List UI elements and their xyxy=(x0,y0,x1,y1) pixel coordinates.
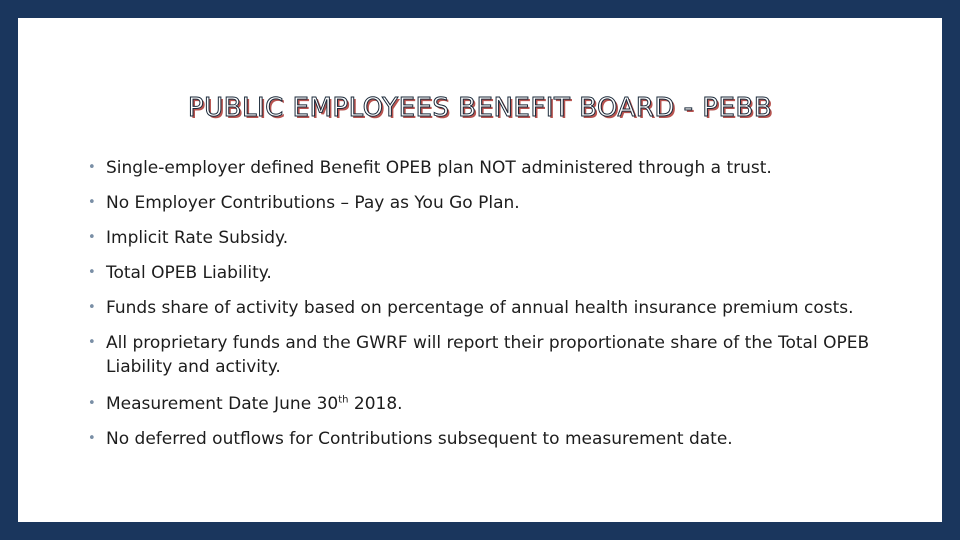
slide xyxy=(18,18,942,522)
bullet-dot-icon: • xyxy=(88,265,96,280)
bullet-item xyxy=(88,331,918,379)
measurement-date-text: Measurement Date June 30 xyxy=(106,394,339,414)
bullet-item xyxy=(88,296,918,320)
bullet-text xyxy=(106,394,403,414)
bullet-text: No deferred outflows for Contributions subsequent to measurement date. xyxy=(106,429,733,449)
bullet-dot-icon: • xyxy=(88,300,96,315)
slide-title: PUBLIC EMPLOYEES BENEFIT BOARD - PEBB xyxy=(187,93,773,123)
bullet-dot-icon: • xyxy=(88,431,96,446)
bullet-text: All proprietary funds and the GWRF will report their proportionate share of the Total OPEB Liability and activity. xyxy=(106,333,870,377)
bullet-item xyxy=(88,392,918,416)
bullet-item xyxy=(88,427,918,451)
bullet-dot-icon: • xyxy=(88,335,96,350)
bullet-text: Funds share of activity based on percentage of annual health insurance premium costs. xyxy=(106,298,854,318)
bullet-text: No Employer Contributions – Pay as You Go Plan. xyxy=(106,193,520,213)
bullet-dot-icon: • xyxy=(88,230,96,245)
bullet-text: Single-employer defined Benefit OPEB plan NOT administered through a trust. xyxy=(106,158,772,178)
bullet-dot-icon: • xyxy=(88,195,96,210)
ordinal-suffix: th xyxy=(338,394,349,406)
bullet-item xyxy=(88,261,918,285)
bullet-item xyxy=(88,191,918,215)
bullet-list xyxy=(88,156,918,462)
bullet-item xyxy=(88,156,918,180)
bullet-item xyxy=(88,226,918,250)
bullet-dot-icon: • xyxy=(88,160,96,175)
bullet-text: Implicit Rate Subsidy. xyxy=(106,228,289,248)
bullet-text: Total OPEB Liability. xyxy=(106,263,272,283)
bullet-dot-icon: • xyxy=(88,396,96,411)
measurement-year-text: 2018. xyxy=(348,394,403,414)
